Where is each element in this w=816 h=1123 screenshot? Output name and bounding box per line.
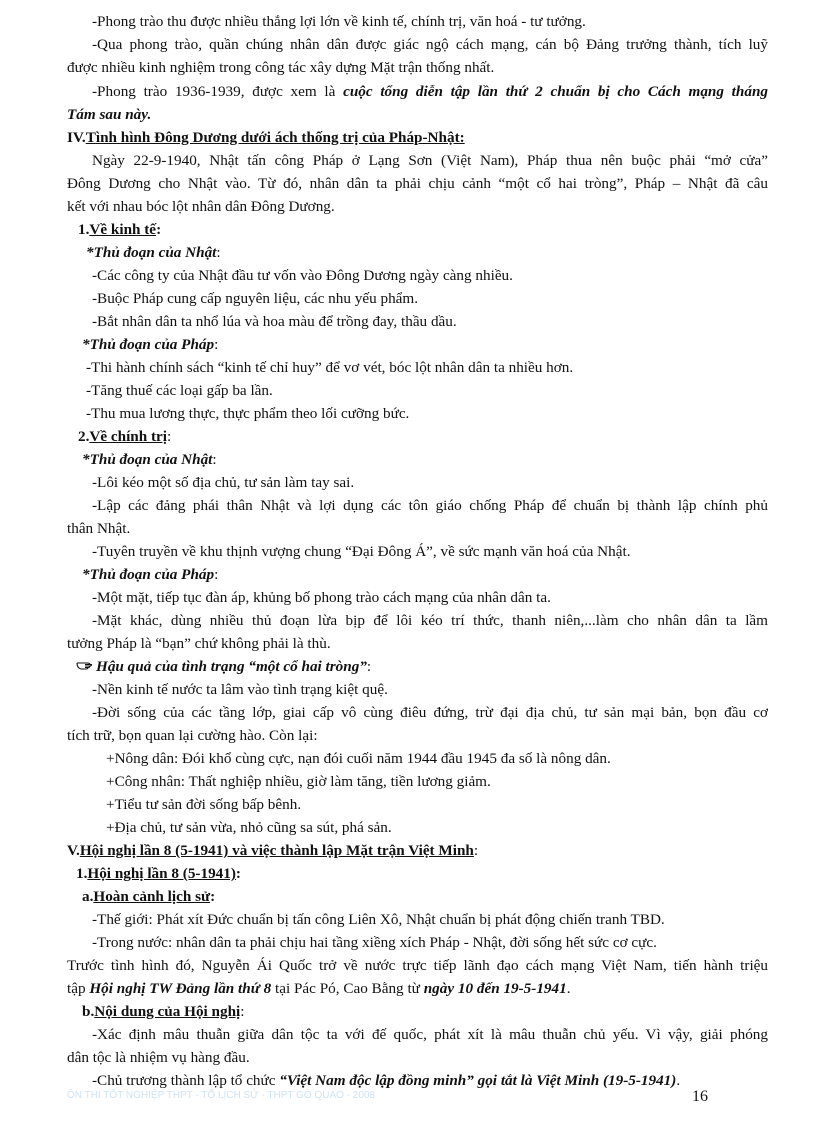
text-run: -Nền kinh tế nước ta lâm vào tình trạng kiệt quệ. <box>92 681 388 698</box>
text-run: -Thu mua lương thực, thực phẩm theo lối cưỡng bức. <box>86 405 410 422</box>
page-number: 16 <box>692 1088 708 1105</box>
text-run: -Xác định mâu thuẫn giữa dân tộc ta với đế quốc, phát xít là mâu thuẫn chủ yếu. Vì vậy, giải phóng <box>92 1026 768 1043</box>
text-line <box>92 588 551 608</box>
text-run: được nhiều kinh nghiệm trong công tác xây dựng Mặt trận thống nhất. <box>67 59 495 76</box>
text-line <box>92 910 665 930</box>
text-line <box>106 749 611 769</box>
text-line <box>82 335 218 355</box>
text-run: Về kinh tế <box>89 221 157 238</box>
text-line <box>92 312 457 332</box>
text-run: -Bắt nhân dân ta nhổ lúa và hoa màu để trồng đay, thầu dầu. <box>92 313 457 330</box>
text-line <box>67 105 151 125</box>
text-line <box>67 519 130 539</box>
text-line <box>92 1071 680 1091</box>
text-run: V. <box>67 842 80 859</box>
text-run: -Trong nước: nhân dân ta phải chịu hai tầng xiềng xích Pháp - Nhật, đời sống hết sức cơ cực. <box>92 934 657 951</box>
text-line <box>92 542 631 562</box>
text-run: +Nông dân: Đói khổ cùng cực, nạn đói cuối năm 1944 đầu 1945 đa số là nông dân. <box>106 750 611 767</box>
text-run: -Một mặt, tiếp tục đàn áp, khủng bố phong trào cách mạng của nhân dân ta. <box>92 589 551 606</box>
text-run: +Công nhân: Thất nghiệp nhiều, giờ làm tăng, tiền lương giảm. <box>106 773 491 790</box>
text-line <box>92 1025 768 1045</box>
text-run: kết với nhau bóc lột nhân dân Đông Dương. <box>67 198 335 215</box>
text-line <box>67 197 335 217</box>
text-line <box>92 933 657 953</box>
text-line <box>92 496 768 516</box>
text-line <box>67 726 318 746</box>
text-run: *Thủ đoạn của Nhật <box>82 451 213 468</box>
text-line <box>76 864 241 884</box>
text-line <box>106 795 301 815</box>
text-run: “Việt Nam độc lập đồng minh” gọi tắt là Việt Minh (19-5-1941) <box>279 1072 677 1089</box>
text-run: Hoàn cảnh lịch sử <box>93 888 211 905</box>
text-line <box>92 703 768 723</box>
text-run: : <box>210 888 216 905</box>
text-line <box>106 818 392 838</box>
text-line <box>78 427 171 447</box>
text-line <box>67 956 768 976</box>
text-run: tại Pác Pó, Cao Bằng từ <box>271 980 424 997</box>
text-line <box>86 243 221 263</box>
text-run: -Thi hành chính sách “kinh tế chỉ huy” để vơ vét, bóc lột nhân dân ta nhiều hơn. <box>86 359 574 376</box>
text-run: . <box>566 980 571 997</box>
text-line <box>67 128 465 148</box>
text-line <box>92 35 768 55</box>
text-run: Hội nghị lần 8 (5-1941) <box>87 865 236 882</box>
text-run: Tám sau này. <box>67 106 152 123</box>
text-run: -Tăng thuế các loại gấp ba lần. <box>86 382 273 399</box>
text-run: tưởng Pháp là “bạn” chứ không phải là thù. <box>67 635 331 652</box>
text-run: : <box>214 336 219 353</box>
text-run: b. <box>82 1003 95 1020</box>
text-line <box>92 266 513 286</box>
text-run: -Phong trào 1936-1939, được xem là <box>92 83 344 100</box>
text-run: : <box>366 658 372 675</box>
text-line <box>67 174 768 194</box>
text-line <box>86 404 409 424</box>
text-run: Hội nghị lần 8 (5-1941) và việc thành lập Mặt trận Việt Minh <box>79 842 474 859</box>
text-run: : <box>240 1003 245 1020</box>
text-line <box>92 680 388 700</box>
text-run: 1. <box>76 865 88 882</box>
text-run: ngày 10 đến 19-5-1941 <box>423 980 567 997</box>
text-run: +Địa chủ, tư sản vừa, nhỏ cũng sa sút, phá sản. <box>106 819 392 836</box>
text-run: : <box>473 842 479 859</box>
text-run: -Chủ trương thành lập tổ chức <box>92 1072 280 1089</box>
text-line <box>76 657 371 677</box>
text-run: Nội dung của Hội nghị <box>94 1003 241 1020</box>
text-run: +Tiểu tư sản đời sống bấp bênh. <box>106 796 302 813</box>
text-run: . <box>676 1072 681 1089</box>
footer-text: ÔN THI TỐT NGHIỆP THPT - TỔ LỊCH SỬ - THPT GÒ QUAO - 2008 <box>67 1090 376 1101</box>
text-run: Đông Dương cho Nhật vào. Từ đó, nhân dân ta phải chịu cảnh “một cổ hai tròng”, Pháp – Nhật đã câu <box>67 175 768 192</box>
text-run: -Các công ty của Nhật đầu tư vốn vào Đông Dương ngày càng nhiều. <box>92 267 513 284</box>
text-run: *Thủ đoạn của Pháp <box>82 336 215 353</box>
text-line <box>82 565 218 585</box>
text-run: Hậu quả của tình trạng “một cổ hai tròng” <box>96 658 367 675</box>
text-line <box>92 82 768 102</box>
text-run: Ngày 22-9-1940, Nhật tấn công Pháp ở Lạng Sơn (Việt Nam), Pháp thua nên buộc phải “mở cửa” <box>92 152 768 169</box>
text-line <box>67 58 494 78</box>
text-run: dân tộc là nhiệm vụ hàng đầu. <box>67 1049 250 1066</box>
text-run: : <box>167 428 172 445</box>
text-line <box>67 979 571 999</box>
text-run: IV. <box>67 129 86 146</box>
text-run: -Tuyên truyền về khu thịnh vượng chung “Đại Đông Á”, về sức mạnh văn hoá của Nhật. <box>92 543 631 560</box>
text-run: Trước tình hình đó, Nguyễn Ái Quốc trở về nước trực tiếp lãnh đạo cách mạng Việt Nam, tiến hành triệu <box>67 957 768 974</box>
text-line <box>78 220 161 240</box>
text-line <box>86 381 273 401</box>
text-run: thân Nhật. <box>67 520 131 537</box>
text-run: -Lôi kéo một số địa chủ, tư sản làm tay sai. <box>92 474 355 491</box>
text-line <box>106 772 491 792</box>
text-line <box>92 151 768 171</box>
text-run: -Đời sống của các tầng lớp, giai cấp vô cùng điêu đứng, trừ đại địa chủ, tư sản mại bản, bọn đầu cơ <box>92 704 768 721</box>
text-run: tập <box>67 980 90 997</box>
text-run: *Thủ đoạn của Pháp <box>82 566 215 583</box>
text-line <box>92 12 586 32</box>
text-run: -Thế giới: Phát xít Đức chuẩn bị tấn công Liên Xô, Nhật chuẩn bị phát động chiến tranh TBD. <box>92 911 665 928</box>
text-run: cuộc tổng diễn tập lần thứ 2 chuẩn bị cho Cách mạng tháng <box>343 83 768 100</box>
text-run: -Phong trào thu được nhiều thắng lợi lớn về kinh tế, chính trị, văn hoá - tư tưởng. <box>92 13 586 30</box>
text-run: *Thủ đoạn của Nhật <box>86 244 217 261</box>
text-line <box>67 1048 250 1068</box>
text-run: : <box>235 865 241 882</box>
text-line <box>92 289 418 309</box>
text-run: Tình hình Đông Dương dưới ách thống trị của Pháp-Nhật: <box>85 129 465 146</box>
text-line <box>67 634 331 654</box>
text-line <box>82 450 217 470</box>
text-line <box>82 887 215 907</box>
text-line <box>67 841 478 861</box>
text-run: : <box>216 244 221 261</box>
text-run: -Lập các đảng phái thân Nhật và lợi dụng các tôn giáo chống Pháp để chuẩn bị thành lập chính phủ <box>92 497 768 514</box>
text-run: -Qua phong trào, quần chúng nhân dân được giác ngộ cách mạng, cán bộ Đảng trưởng thành, tích luỹ <box>92 36 768 53</box>
text-run: tích trữ, bọn quan lại cường hào. Còn lại: <box>67 727 318 744</box>
text-run: -Mặt khác, dùng nhiều thủ đoạn lừa bịp để lôi kéo trí thức, thanh niên,...làm cho nhân dân ta lầm <box>92 612 768 629</box>
text-run: -Buộc Pháp cung cấp nguyên liệu, các nhu yếu phẩm. <box>92 290 419 307</box>
text-line <box>92 611 768 631</box>
text-run: Hội nghị TW Đảng lần thứ 8 <box>89 980 272 997</box>
text-line <box>86 358 573 378</box>
text-run: 2. <box>78 428 90 445</box>
text-run: : <box>156 221 162 238</box>
pointing-hand-icon <box>76 657 96 677</box>
text-line <box>82 1002 245 1022</box>
text-line <box>92 473 354 493</box>
text-run: a. <box>82 888 94 905</box>
text-run: : <box>212 451 217 468</box>
text-run: 1. <box>78 221 90 238</box>
text-run: : <box>214 566 219 583</box>
text-run: Về chính trị <box>89 428 168 445</box>
